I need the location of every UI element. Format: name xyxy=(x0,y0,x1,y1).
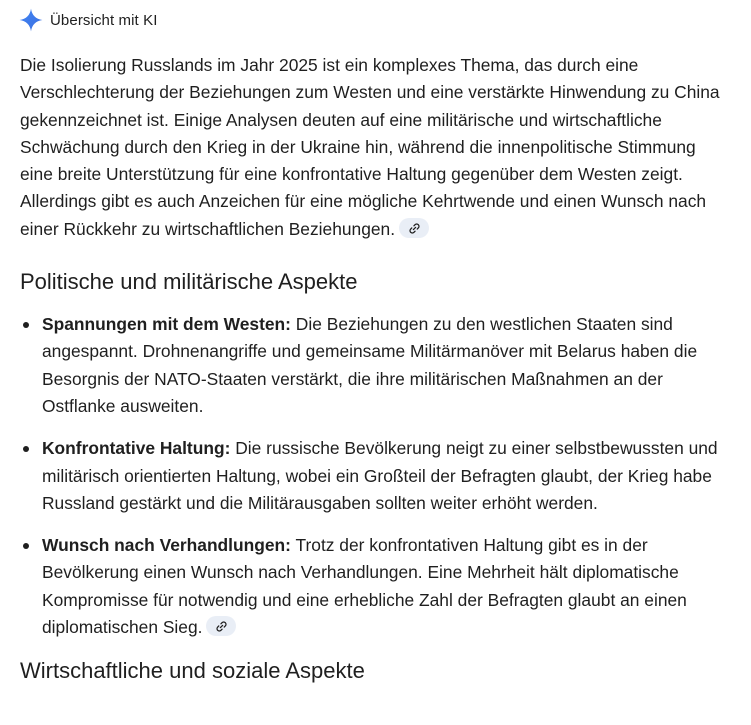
intro-paragraph xyxy=(20,52,732,243)
list-item-text: Die Beziehungen zu den westlichen Staaten sind angespannt. Drohnenangriffe und gemeinsame Militärmanöver mit Belarus haben die Besorgnis der NATO-Staaten verstärkt, die ihre militärischen Maßnahmen an der Ostflanke ausweiten. xyxy=(42,314,698,416)
list-item-term: Konfrontative Haltung: xyxy=(42,438,231,459)
list-item-text: Die russische Bevölkerung neigt zu einer selbstbewussten und militärisch orientierten Haltung, wobei ein Großteil der Befragten glaubt, der Krieg habe Russland gestärkt und die Militärausgaben sollten weiter erhöht werden. xyxy=(42,438,718,513)
ai-overview-title: Übersicht mit KI xyxy=(50,11,158,29)
list-item xyxy=(20,311,734,420)
list-item xyxy=(20,435,734,517)
link-icon xyxy=(408,222,421,235)
ai-overview-header xyxy=(20,0,736,40)
ai-overview xyxy=(20,0,736,686)
list-item-text: Trotz der konfrontativen Haltung gibt es in der Bevölkerung einen Wunsch nach Verhandlungen. Eine Mehrheit hält diplomatische Kompromisse für notwendig und eine erhebliche Zahl der Befragten glaubt an einen diplomatischen Sieg. xyxy=(42,535,687,638)
list-item-term: Spannungen mit dem Westen: xyxy=(42,314,291,335)
link-icon xyxy=(215,620,228,633)
political-points-list xyxy=(20,311,736,641)
gemini-spark-icon xyxy=(18,7,44,33)
section-heading-political: Politische und militärische Aspekte xyxy=(20,269,358,295)
section-heading-economic: Wirtschaftliche und soziale Aspekte xyxy=(20,658,365,684)
list-item-term: Wunsch nach Verhandlungen: xyxy=(42,535,291,556)
list-item xyxy=(20,532,734,641)
intro-text: Die Isolierung Russlands im Jahr 2025 ist ein komplexes Thema, das durch eine Verschlechterung der Beziehungen zum Westen und eine verstärkte Hinwendung zu China gekennzeichnet ist. Einige Analysen deuten auf eine militärische und wirtschaftliche Schwächung durch den Krieg in der Ukraine hin, während die innenpolitische Stimmung eine breite Unterstützung für eine konfrontative Haltung gegenüber dem Westen zeigt. Allerdings gibt es auch Anzeichen für eine mögliche Kehrtwende und einen Wunsch nach einer Rückkehr zu wirtschaftlichen Beziehungen. xyxy=(20,55,720,239)
source-link-button[interactable] xyxy=(399,218,429,238)
source-link-button[interactable] xyxy=(206,616,236,636)
